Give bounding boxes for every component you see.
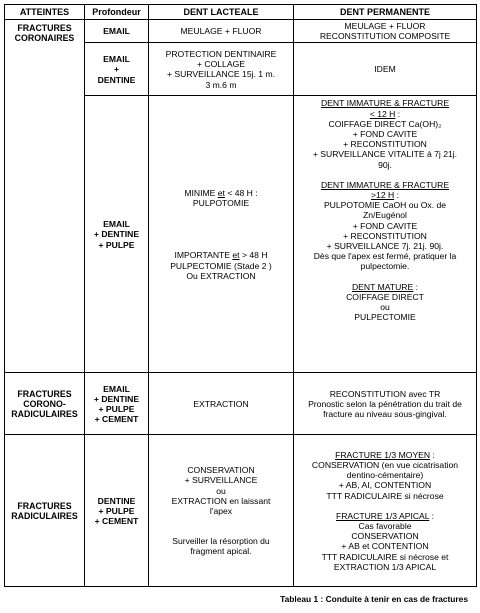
header-lacteale: DENT LACTEALE	[149, 5, 294, 20]
permanente-cell: RECONSTITUTION avec TR Pronostic selon la pénétration du trait de fracture au niveau sous-gingival.	[294, 373, 477, 435]
atteinte-fractures-corono-radiculaires: FRACTURES CORONO- RADICULAIRES	[5, 373, 85, 435]
table-caption: Tableau 1 : Conduite à tenir en cas de fractures	[280, 594, 468, 604]
treatment-table	[4, 4, 477, 587]
permanente-cell: MEULAGE + FLUOR RECONSTITUTION COMPOSITE	[294, 20, 477, 43]
lacteale-cell: MINIME et < 48 H : PULPOTOMIE IMPORTANTE et > 48 H PULPECTOMIE (Stade 2 ) Ou EXTRACTION	[149, 96, 294, 373]
profondeur-dentine-pulpe-cement: DENTINE + PULPE + CEMENT	[85, 435, 149, 587]
profondeur-email-dentine: EMAIL + DENTINE	[85, 43, 149, 96]
lacteale-cell: PROTECTION DENTINAIRE + COLLAGE + SURVEILLANCE 15j. 1 m. 3 m.6 m	[149, 43, 294, 96]
profondeur-email: EMAIL	[85, 20, 149, 43]
table-row	[5, 373, 477, 435]
permanente-cell: IDEM	[294, 43, 477, 96]
lacteale-cell: CONSERVATION + SURVEILLANCE ou EXTRACTION en laissant l'apex Surveiller la résorption du fragment apical.	[149, 435, 294, 587]
header-profondeur: Profondeur	[85, 5, 149, 20]
profondeur-email-dentine-pulpe: EMAIL + DENTINE + PULPE	[85, 96, 149, 373]
lacteale-cell: MEULAGE + FLUOR	[149, 20, 294, 43]
table-row	[5, 20, 477, 43]
permanente-cell: FRACTURE 1/3 MOYEN : CONSERVATION (en vue cicatrisation dentino-cémentaire) + AB, AI, CONTENTION TTT RADICULAIRE si nécrose FRACTURE 1/3 APICAL : Cas favorable CONSERVATION + AB et CONTENTION TTT RADICULAIRE si nécrose et EXTRACTION 1/3 APICAL	[294, 435, 477, 587]
atteinte-fractures-radiculaires: FRACTURES RADICULAIRES	[5, 435, 85, 587]
atteinte-fractures-coronaires: FRACTURES CORONAIRES	[5, 20, 85, 373]
lacteale-cell: EXTRACTION	[149, 373, 294, 435]
table-row	[5, 435, 477, 587]
header-atteintes: ATTEINTES	[5, 5, 85, 20]
profondeur-email-dentine-pulpe-cement: EMAIL + DENTINE + PULPE + CEMENT	[85, 373, 149, 435]
header-permanente: DENT PERMANENTE	[294, 5, 477, 20]
header-row	[5, 5, 477, 20]
permanente-cell: DENT IMMATURE & FRACTURE < 12 H : COIFFAGE DIRECT Ca(OH)₂ + FOND CAVITE + RECONSTITUTION + SURVEILLANCE VITALITE à 7j 21j. 90j. DENT IMMATURE & FRACTURE >12 H : PULPOTOMIE CaOH ou Ox. de Zn/Eugénol + FOND CAVITE + RECONSTITUTION + SURVEILLANCE 7j. 21j. 90j. Dès que l'apex est fermé, pratiquer la pulpectomie. DENT MATURE : COIFFAGE DIRECT ou PULPECTOMIE	[294, 96, 477, 373]
